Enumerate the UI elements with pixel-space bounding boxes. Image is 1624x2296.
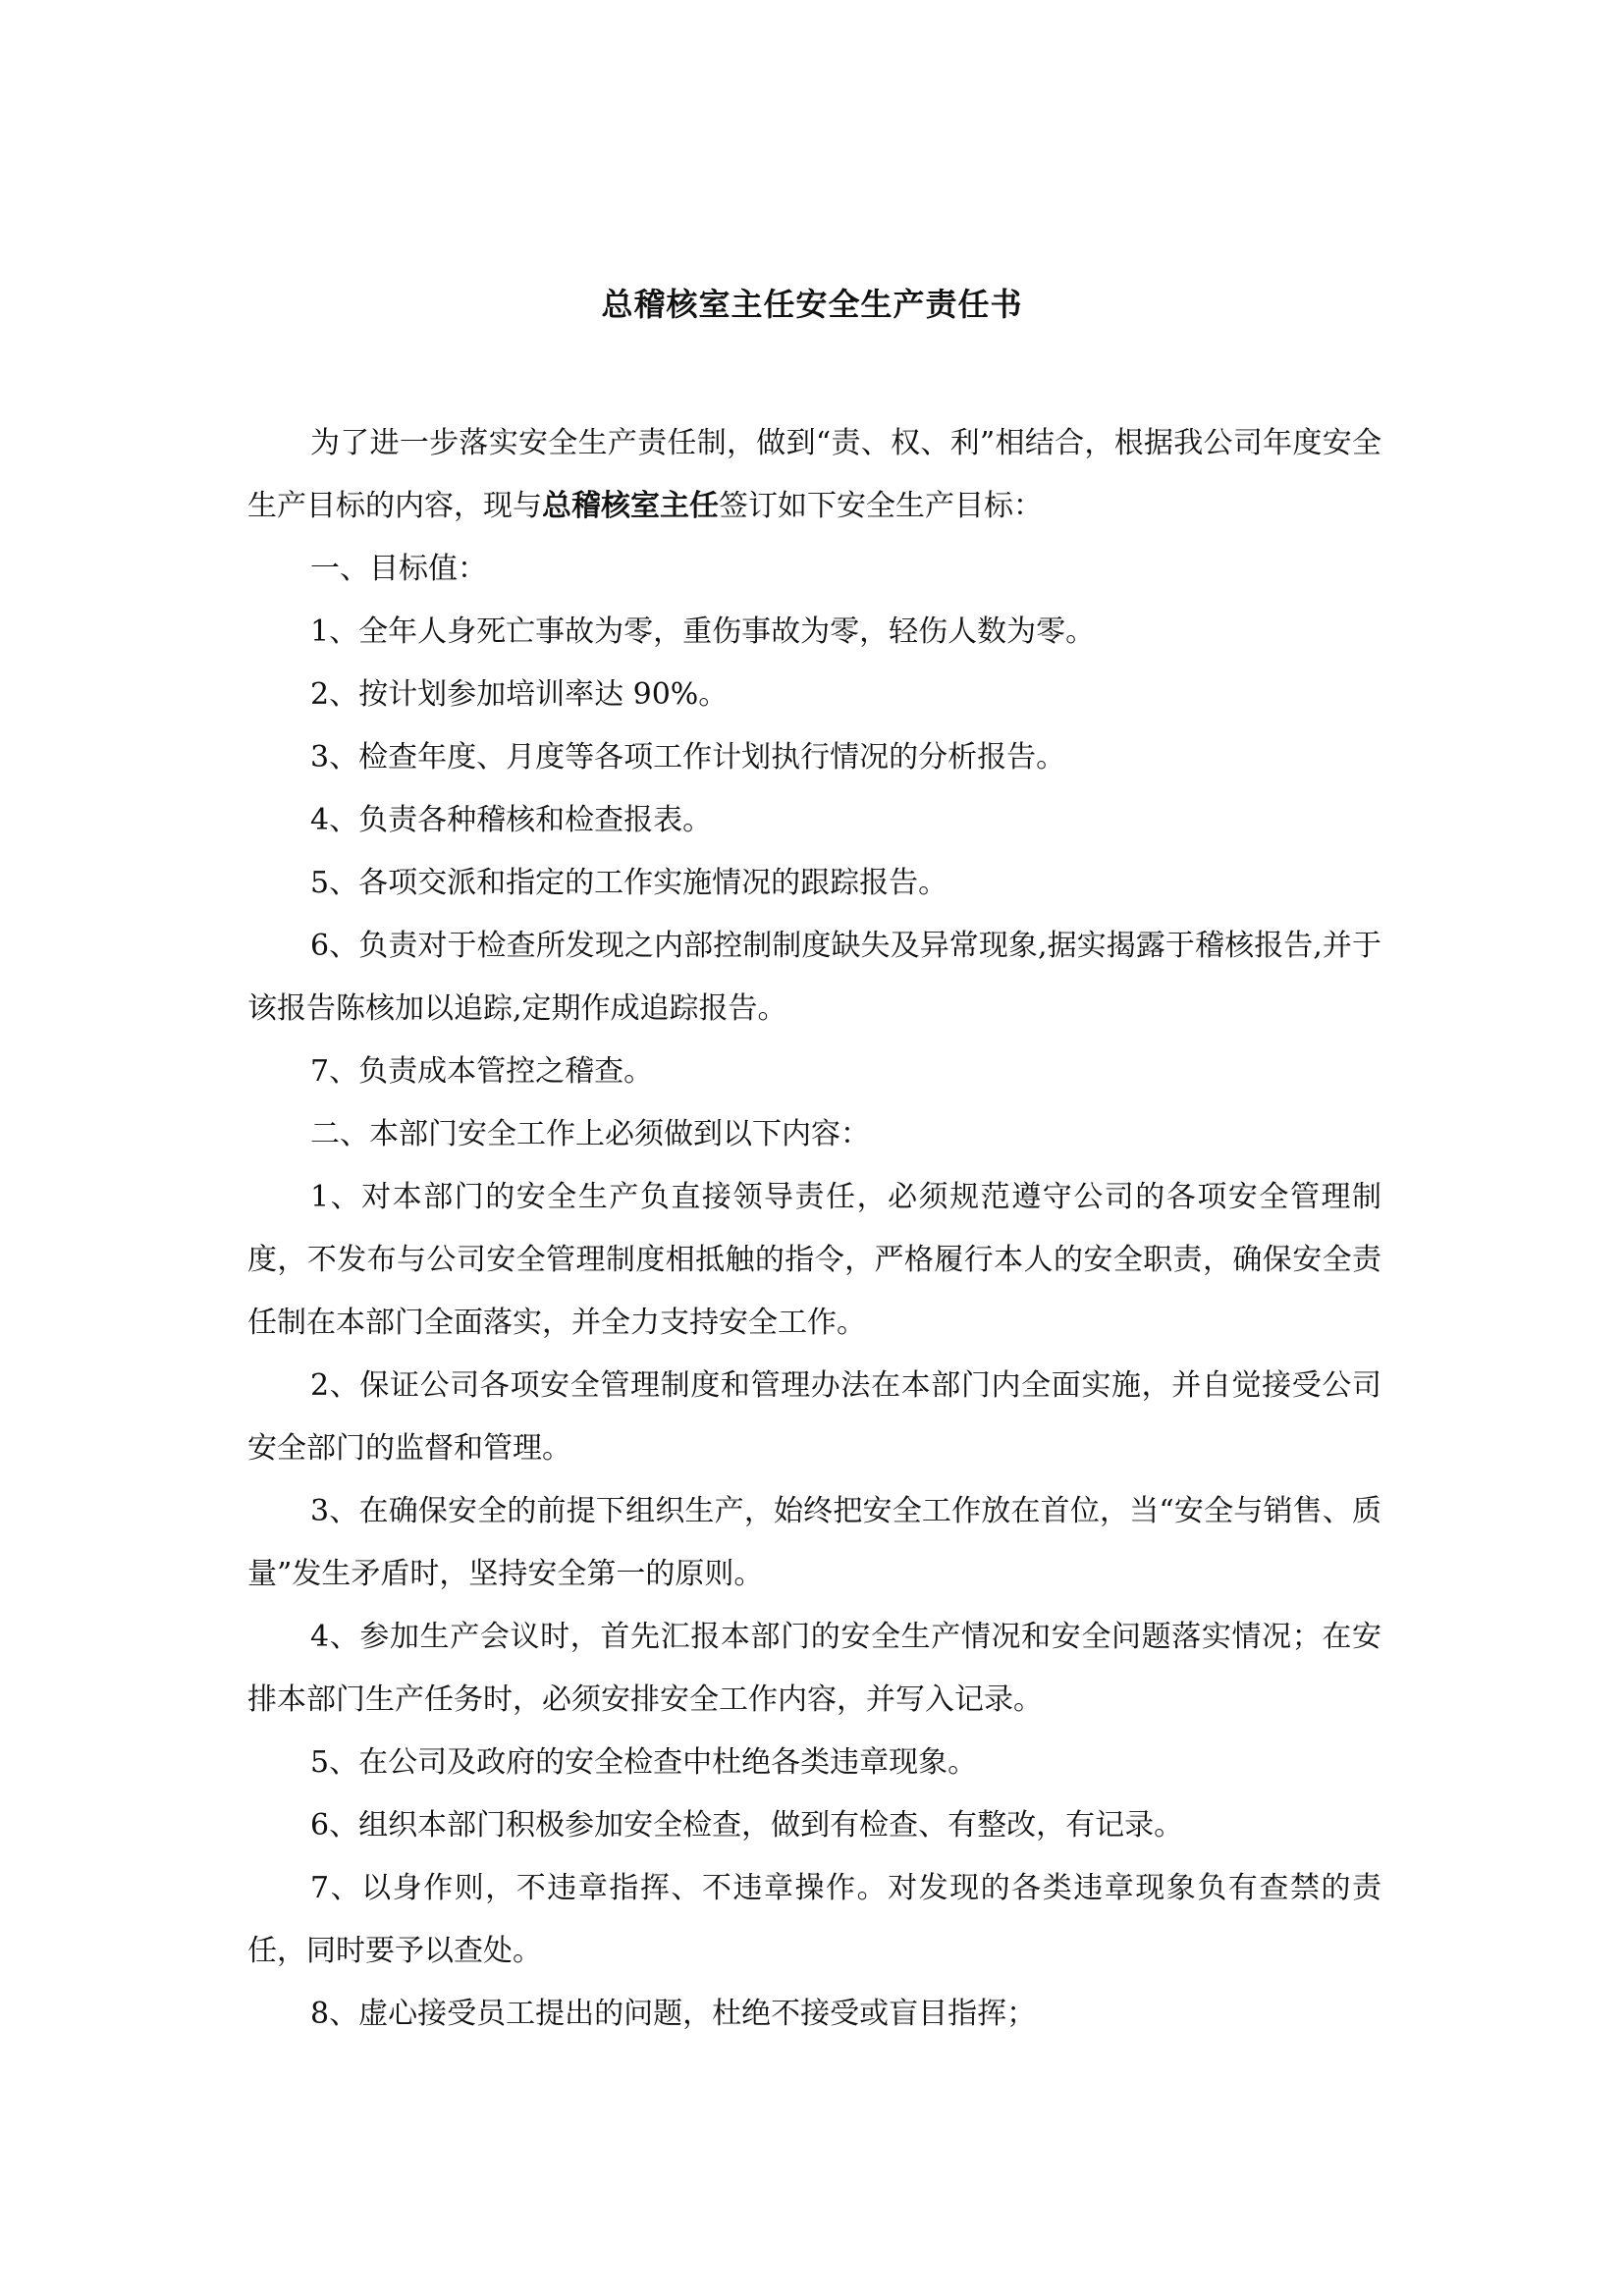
section-heading-targets: 一、目标值： bbox=[310, 552, 487, 586]
duty-item: 2、保证公司各项安全管理制度和管理办法在本部门内全面实施，并自觉接受公司安全部门的监督和管理。 bbox=[247, 1368, 1381, 1466]
intro-emphasis: 总稽核室主任 bbox=[542, 489, 719, 523]
target-item: 6、负责对于检查所发现之内部控制制度缺失及异常现象,据实揭露于稽核报告,并于该报告陈核加以追踪,定期作成追踪报告。 bbox=[247, 929, 1381, 1026]
intro-paragraph bbox=[247, 412, 1381, 538]
target-item: 7、负责成本管控之稽查。 bbox=[310, 1054, 654, 1089]
duty-item: 6、组织本部门积极参加安全检查，做到有检查、有整改，有记录。 bbox=[310, 1808, 1184, 1842]
duty-item: 5、在公司及政府的安全检查中杜绝各类违章现象。 bbox=[310, 1745, 978, 1780]
target-item: 3、检查年度、月度等各项工作计划执行情况的分析报告。 bbox=[310, 740, 1066, 774]
document-title: 总稽核室主任安全生产责任书 bbox=[601, 286, 1023, 323]
target-item: 4、负责各种稽核和检查报表。 bbox=[310, 803, 713, 837]
duty-item: 7、以身作则，不违章指挥、不违章操作。对发现的各类违章现象负有查禁的责任，同时要予以查处。 bbox=[247, 1871, 1381, 1968]
intro-text-after: 签订如下安全生产目标： bbox=[719, 489, 1043, 523]
duty-item: 3、在确保安全的前提下组织生产，始终把安全工作放在首位，当“安全与销售、质量”发生矛盾时，坚持安全第一的原则。 bbox=[247, 1494, 1381, 1591]
section-heading-duties: 二、本部门安全工作上必须做到以下内容： bbox=[310, 1117, 870, 1151]
target-item: 2、按计划参加培训率达 90%。 bbox=[310, 677, 729, 712]
duty-item: 8、虚心接受员工提出的问题，杜绝不接受或盲目指挥； bbox=[310, 1997, 1037, 2031]
target-item: 5、各项交派和指定的工作实施情况的跟踪报告。 bbox=[310, 866, 948, 900]
target-item: 1、全年人身死亡事故为零，重伤事故为零，轻伤人数为零。 bbox=[310, 614, 1096, 649]
duty-item: 1、对本部门的安全生产负直接领导责任，必须规范遵守公司的各项安全管理制度，不发布与公司安全管理制度相抵触的指令，严格履行本人的安全职责，确保安全责任制在本部门全面落实，并全力支持安全工作。 bbox=[247, 1180, 1381, 1340]
document-body bbox=[247, 412, 1381, 2046]
duty-item: 4、参加生产会议时，首先汇报本部门的安全生产情况和安全问题落实情况；在安排本部门生产任务时，必须安排安全工作内容，并写入记录。 bbox=[247, 1620, 1381, 1717]
intro-text-before: 为了进一步落实安全生产责任制，做到“责、权、利”相结合，根据我公司年度安全生产目标的内容，现与 bbox=[247, 426, 1381, 523]
